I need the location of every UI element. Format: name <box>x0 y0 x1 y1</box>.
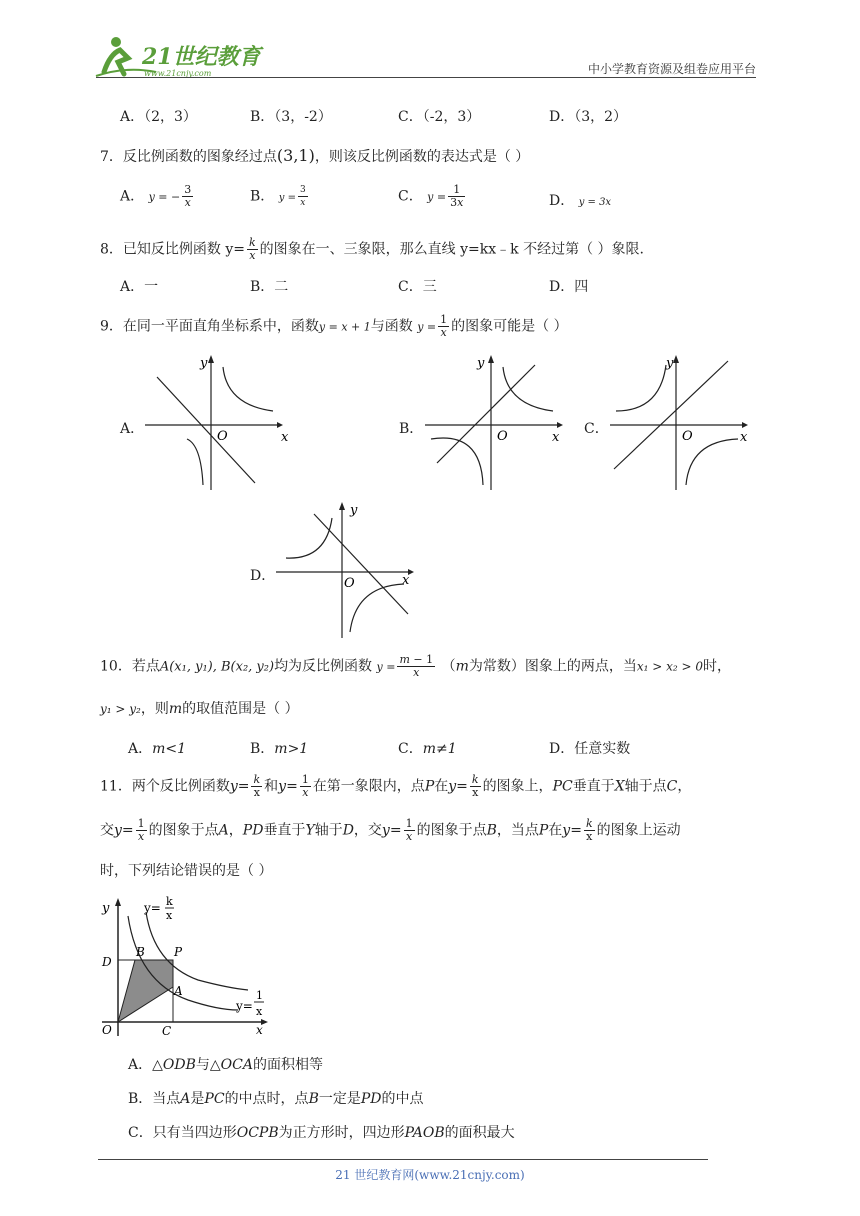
footer-divider <box>98 1159 708 1160</box>
svg-text:y: y <box>477 356 485 371</box>
svg-text:y: y <box>666 356 674 371</box>
svg-text:y=: y= <box>236 999 253 1013</box>
q6-option-d: D．（3，2） <box>549 109 628 125</box>
q6-option-c: C．（-2，3） <box>398 109 481 125</box>
q10-stem-line2: y₁ > y₂，则m的取值范围是（ ） <box>100 701 299 717</box>
q9-graph-d <box>276 500 416 640</box>
header-divider <box>96 77 756 78</box>
svg-text:www.21cnjy.com: www.21cnjy.com <box>144 69 212 78</box>
svg-text:C: C <box>162 1024 172 1038</box>
q11-stem-line1: 11．两个反比例函数y= $\frac{k}{x}$ 和y= $\frac{1}{x}$ 在第一象限内，点P在y= $\frac{k}{x}$ 的图象上，PC垂直于X轴于点C， <box>100 773 692 799</box>
q9-graph-b <box>425 355 565 495</box>
svg-text:O: O <box>102 1023 112 1037</box>
q11-stem-line2: 交y= $\frac{1}{x}$ 的图象于点A，PD垂直于Y轴于D，交y= $\frac{1}{x}$ 的图象于点B，当点P在y= $\frac{k}{x}$ 的图象上运动 <box>100 817 681 843</box>
svg-text:21世纪教育: 21世纪教育 <box>142 44 261 70</box>
svg-text:P: P <box>174 945 183 959</box>
q7-option-b: B． y = $\frac{3}{x}$ <box>250 185 306 208</box>
q11-figure <box>98 894 273 1039</box>
q9-label-a: A． <box>120 421 145 437</box>
svg-text:k: k <box>166 895 173 908</box>
svg-text:x: x <box>402 573 410 588</box>
svg-text:O: O <box>217 429 228 444</box>
svg-text:y: y <box>200 356 208 371</box>
svg-text:y: y <box>350 503 358 518</box>
footer-link[interactable]: 21 世纪教育网(www.21cnjy.com) <box>335 1168 525 1182</box>
q10-option-b: B．m>1 <box>250 741 309 757</box>
svg-text:x: x <box>256 1023 263 1037</box>
q9-label-d: D． <box>250 568 276 584</box>
q9-graph-a <box>145 355 289 495</box>
q10-option-c: C．m≠1 <box>398 741 457 757</box>
q8-option-c: C．三 <box>398 279 437 295</box>
svg-text:x: x <box>281 430 289 445</box>
q11-option-a: A．△ODB与△OCA的面积相等 <box>128 1057 323 1073</box>
q6-option-b: B．（3，-2） <box>250 109 332 125</box>
q8-stem: 8．已知反比例函数 y= $\frac{k}{x}$ 的图象在一、三象限，那么直线 y=kx﹣k 不经过第（ ）象限. <box>100 236 644 262</box>
q11-stem-line3: 时，下列结论错误的是（ ） <box>100 863 273 879</box>
svg-text:x: x <box>740 430 748 445</box>
q9-label-b: B． <box>399 421 424 437</box>
svg-text:O: O <box>682 429 693 444</box>
svg-text:x: x <box>256 1005 263 1018</box>
q10-option-d: D．任意实数 <box>549 741 631 757</box>
q8-option-a: A．一 <box>120 279 159 295</box>
svg-text:x: x <box>552 430 560 445</box>
svg-text:O: O <box>344 576 355 591</box>
q8-option-b: B．二 <box>250 279 289 295</box>
q7-stem: 7．反比例函数的图象经过点(3,1)，则该反比例函数的表达式是（ ） <box>100 146 530 165</box>
q11-option-b: B．当点A是PC的中点时，点B一定是PD的中点 <box>128 1091 424 1107</box>
q9-stem: 9．在同一平面直角坐标系中，函数y = x + 1与函数 y = $\frac{1}{x}$ 的图象可能是（ ） <box>100 313 568 339</box>
logo <box>96 32 266 80</box>
q11-option-c: C．只有当四边形OCPB为正方形时，四边形PAOB的面积最大 <box>128 1125 515 1141</box>
svg-text:B: B <box>136 945 145 959</box>
svg-text:y: y <box>102 901 110 916</box>
q10-stem: 10．若点A(x₁, y₁), B(x₂, y₂)均为反比例函数 y = $\frac{m - 1}{x}$ （m为常数）图象上的两点，当x₁ > x₂ > 0时， <box>100 653 732 679</box>
q7-option-d: D． y = 3x <box>549 193 612 209</box>
svg-text:x: x <box>166 909 173 922</box>
q9-label-c: C． <box>584 421 609 437</box>
svg-text:1: 1 <box>256 989 263 1002</box>
svg-text:D: D <box>102 955 112 969</box>
q9-graph-c <box>610 355 750 495</box>
q7-option-a: A． y = − $\frac{3}{x}$ <box>120 183 192 209</box>
q6-option-a: A．（2，3） <box>120 109 197 125</box>
svg-text:A: A <box>174 984 183 998</box>
q10-option-a: A．m<1 <box>128 741 187 757</box>
q8-option-d: D．四 <box>549 279 589 295</box>
header-platform-text: 中小学教育资源及组卷应用平台 <box>587 62 756 76</box>
svg-text:O: O <box>497 429 508 444</box>
svg-text:y=: y= <box>144 901 161 915</box>
q7-option-c: C． y = $\frac{1}{3x}$ <box>398 183 464 209</box>
